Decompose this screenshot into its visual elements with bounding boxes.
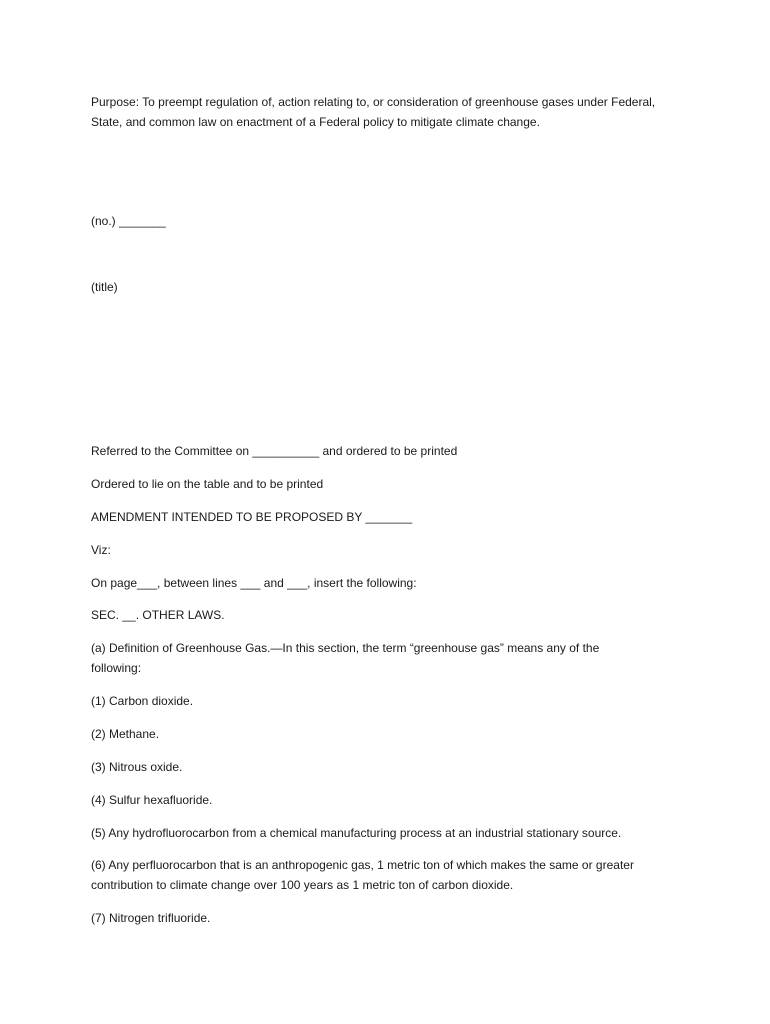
purpose-paragraph: Purpose: To preempt regulation of, action relating to, or consideration of greenhouse gases under Federal, State, and common law on enactment of a Federal policy to mitigate climate change. <box>91 95 656 129</box>
section-heading: SEC. __. OTHER LAWS. <box>91 608 225 622</box>
list-item: (6) Any perfluorocarbon that is an anthropogenic gas, 1 metric ton of which makes the same or greater contribution to climate change over 100 years as 1 metric ton of carbon dioxide. <box>91 858 634 892</box>
list-item: (4) Sulfur hexafluoride. <box>91 793 213 807</box>
list-item: (5) Any hydrofluorocarbon from a chemical manufacturing process at an industrial stationary source. <box>91 826 622 840</box>
bill-title: (title) <box>91 280 118 294</box>
amendment-heading: AMENDMENT INTENDED TO BE PROPOSED BY _______ <box>91 510 413 524</box>
list-item: (3) Nitrous oxide. <box>91 760 183 774</box>
list-item: (7) Nitrogen trifluoride. <box>91 911 211 925</box>
insert-instruction: On page___, between lines ___ and ___, insert the following: <box>91 576 417 590</box>
list-item: (2) Methane. <box>91 727 160 741</box>
referred-line: Referred to the Committee on __________ and ordered to be printed <box>91 444 458 458</box>
list-item: (1) Carbon dioxide. <box>91 694 194 708</box>
bill-number: (no.) _______ <box>91 214 166 228</box>
ordered-line: Ordered to lie on the table and to be printed <box>91 477 324 491</box>
definition-paragraph: (a) Definition of Greenhouse Gas.—In this section, the term “greenhouse gas” means any of the following: <box>91 641 600 675</box>
viz-line: Viz: <box>91 543 111 557</box>
